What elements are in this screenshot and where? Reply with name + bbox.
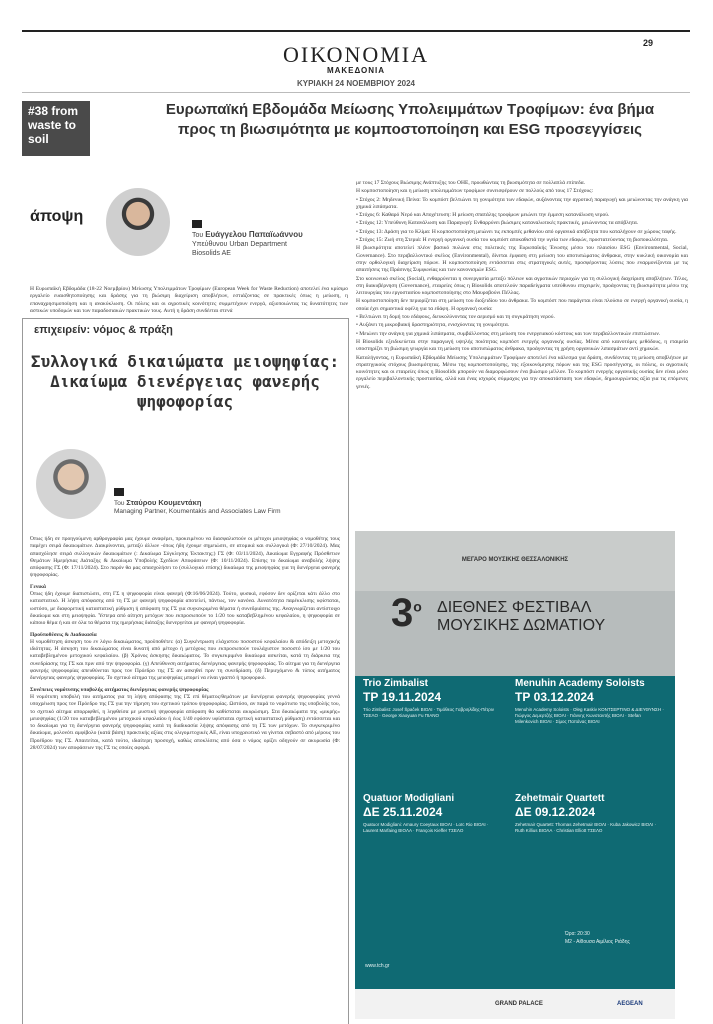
concert-venue: Μ2 - Αίθουσα Αιμίλιος Ριάδης: [565, 939, 630, 945]
paragraph: Η κομποστοποίηση και η μείωση υπολειμμάτων τροφίμων συνεισφέρουν σε πολλούς από τους 17 Στόχους:: [356, 188, 593, 195]
m-logo-icon: [114, 488, 124, 496]
lead-right-column: [356, 180, 688, 520]
concert-date: ΤΡ 03.12.2024: [515, 690, 594, 704]
concert-card: [363, 793, 503, 834]
paragraph: • Μειώνει την ανάγκη για χημικά λιπάσματα, συμβάλλοντας στη μείωση του ενεργειακού κόστους και των περιβαλλοντικών επιπτώσεων.: [356, 330, 661, 337]
concert-lineup: Trio Zimbalist: Josef Špaček ΒΙΟΛΙ · Τιμόθεος Γαβριηλίδης-Πέτριν ΤΣΕΛΟ · George Xiaoyuan Fu ΠΙΑΝΟ: [363, 707, 495, 718]
paragraph: • Στόχος 15: Ζωή στη Στεριά: Η ενεργή οργανική ουσία του κομπόστ αποκαθιστά την υγεία των εδαφών, προστατεύοντας τη βιοποικιλότητα.: [356, 237, 669, 244]
author-photo: [106, 188, 170, 256]
section-heading: Γενικά: [30, 583, 46, 590]
concerts-band: [355, 676, 675, 1019]
paragraph: • Στόχος 12: Υπεύθυνη Κατανάλωση και Παραγωγή: Ενθαρρύνει βιώσιμες καταναλωτικές πρακτικές, μειώνοντας τα απόβλητα.: [356, 220, 639, 227]
legal-intro: Όπως ήδη σε προηγούμενη αρθρογραφία μας έχουμε αναφέρει, προκειμένου να διασφαλιστούν οι μέτοχοι μειοψηφίας ο νομοθέτης τους παρέχει σειρά δικαιωμάτων. Διακρίνονται, μεταξύ άλλων -όπως ήδη έχουμε σημειώσει, σε ατομικά και συλλογικά (Φ: 27/10/2024). Μας απασχόλησε σειρά συλλογικών δικαιωμάτων (: Δικαίωμα Σύγκλησης Έκτακτης;) ΓΣ (Φ: 03/11/2024), Δικαίωμα Εγγραφής Πρόσθετων Θεμάτων Ημερήσιας Διάταξης & Δικαίωμα Υποβολής Σχεδίων Αποφάσεων (Φ: 10/11/2024). Επίσης το δικαίωμα αναβολής λήψης απόφασης ΓΣ (Φ: 17/11/2024). Στο παρόν θα μας απασχολήσει το (συλλογικό επίσης) δικαίωμα της μειοψηφίας για τη διενέργεια φανερής ψηφοφορίας.: [30, 536, 340, 579]
concert-lineup: Zehetmair Quartett: Thomas Zehetmair ΒΙΟΛΙ · Kuba Jakowicz ΒΙΟΛΙ · Ruth Killius ΒΙΟΛΑ · Christian Elliott ΤΣΕΛΟ: [515, 822, 657, 833]
paragraph: • Βελτιώνει τη δομή του εδάφους, διευκολύνοντας τον αερισμό και τη συγκράτηση νερού.: [356, 314, 555, 321]
author-role: Υπεύθυνου Urban Department: [192, 241, 287, 248]
concert-time: Ώρα: 20:30: [565, 931, 590, 937]
concert-card: [363, 678, 503, 719]
series-tag: #38 from waste to soil: [22, 101, 90, 156]
festival-number: [391, 591, 422, 636]
section-text: Η νομοθέτηση άσκηση του εν λόγω δικαιώματος, προϋποθέτει: (α) Συγκέντρωση ελάχιστου ποσοστού κεφαλαίου & απόδειξη μετοχικής ιδιότητας. Η άσκηση του δικαιώματος είναι δυνατή από μέτοχο ή μετόχους που εκπροσωπούν τουλάχιστον ποσοστό ίσο με 1/20 του καταβεβλημένου μετοχικού κεφαλαίου. (β) Χρόνος άσκησης δικαιώματος. Το συγκεκριμένο δικαίωμα ασκείται, κατά τη διάρκεια της συνεδρίασης της ΓΣ και πριν από την ψηφοφορία. (γ) Απεύθυνση αιτήματος διενέργειας φανερής ψηφοφορίας. Το αίτημα για τη διενέργεια φανερής ψηφοφορίας απευθύνεται προς τον Πρόεδρο της ΓΣ αν ασκηθεί πριν τη συνεδρίαση. (δ) Περιεχόμενο & τύπος αιτήματος διενέργειας φανερής ψηφοφορίας. Το σχετικό αίτημα της μειοψηφίας μπορεί να είναι γραπτό ή προφορικό.: [30, 638, 340, 682]
section-title: ΟΙΚΟΝΟΜΙΑ: [282, 42, 430, 67]
section-heading: Προϋποθέσεις & Διαδικασία: [30, 631, 97, 638]
concert-lineup: Quatuor Modigliani: Amaury Coeytaux ΒΙΟΛΙ · Loïc Rio ΒΙΟΛΙ · Laurent Marfaing ΒΙΟΛΑ · François Kieffer ΤΣΕΛΟ: [363, 822, 489, 833]
concert-name: Quatuor Modigliani: [363, 793, 455, 804]
concert-date: ΤΡ 19.11.2024: [363, 690, 442, 704]
opinion-logo: άποψη: [30, 208, 84, 225]
paragraph: Στο κοινωνικό σκέλος (Social), ενθαρρύνεται η συνεργασία μεταξύ πόλεων και αγροτικών περιοχών για τη συλλογική διαχείριση αποβλήτων. Τέλος, στη διακυβέρνηση (Governance), εταιρείες όπως η Biosolids αποτελούν παραδείγματα υπεύθυνου επιχειρείν, προάγοντας τη βιωσιμότητα μέσω της λειτουργίας του εργοστασίου κομποστοποίησης στο Μαυροβούνι Πέλλας.: [356, 275, 688, 297]
concert-name: Zehetmair Quartett: [515, 793, 605, 804]
festival-title-line2: ΜΟΥΣΙΚΗΣ ΔΩΜΑΤΙΟΥ: [437, 617, 606, 634]
lead-intro: [30, 286, 348, 316]
paragraph: • Στόχος 13: Δράση για το Κλίμα: Η κομποστοποίηση μειώνει τις εκπομπές μεθανίου από οργανικά απόβλητα που καταλήγουν σε χώρους ταφής.: [356, 228, 677, 235]
masthead: [22, 30, 690, 75]
author-prefix: Του: [192, 232, 204, 239]
m-logo-icon: [192, 220, 202, 228]
paragraph: • Στόχος 2: Μηδενική Πείνα: Το κομπόστ βελτιώνει τη γονιμότητα των εδαφών, αυξάνοντας την αγροτική παραγωγή και μειώνοντας την ανάγκη για χημικά λιπάσματα.: [356, 196, 688, 210]
legal-headline: Συλλογικά δικαιώματα μειοψηφίας: Δικαίωμα διενέργειας φανερής ψηφοφορίας: [30, 352, 340, 411]
author-byline: [192, 230, 303, 258]
festival-title-line1: ΔΙΕΘΝΕΣ ΦΕΣΤΙΒΑΛ: [437, 599, 592, 616]
author-company: Biosolids AE: [192, 250, 231, 257]
issue-date: ΚΥΡΙΑΚΗ 24 ΝΟΕΜΒΡΙΟΥ 2024: [296, 79, 416, 88]
sponsor-logo: GRAND PALACE: [495, 1001, 543, 1007]
author-name: Ευάγγελου Παπαϊωάννου: [205, 230, 303, 239]
concert-card: [515, 678, 665, 725]
sponsor-logo: AEGEAN: [617, 1001, 643, 1007]
paragraph: Η κομποστοποίηση δεν περιορίζεται στη μείωση του διοξειδίου του άνθρακα. Το κομπόστ που παράγεται είναι πλούσιο σε ενεργή οργανική ουσία, η οποία έχει σημαντικά οφέλη για τα εδάφη. Η οργανική ουσία:: [356, 298, 688, 312]
legal-body: [30, 536, 340, 1018]
page-number: 29: [643, 38, 654, 48]
paragraph: Καταλήγοντας, η Ευρωπαϊκή Εβδομάδα Μείωσης Υπολειμμάτων Τροφίμων αποτελεί ένα κάλεσμα για δράση, συνδέοντας τη μείωση αποβλήτων με στρατηγικούς στόχους βιωσιμότητας. Μέσω της κομποστοποίησης, της εξοικονόμησης πόρων και της ESG προσέγγισης, οι πόλεις, οι αγροτικές κοινότητες και οι εταιρείες όπως η Biosolids μπορούν να διαμορφώσουν ένα βιώσιμο μέλλον. Το κομπόστ ενεργής οργανικής ουσίας δεν είναι μόνο εργαλείο περιβαλλοντικής προστασίας, αλλά και ένας ισχυρός σύμμαχος για την αποκατάσταση των εδαφών, δημιουργώντας αξία για τις επόμενες γενιές.: [356, 354, 688, 390]
column-label: επιχειρείν: νόμος & πράξη: [34, 324, 173, 336]
author-role: Managing Partner, Koumentakis and Associates Law Firm: [114, 508, 281, 515]
author-byline: [114, 499, 324, 516]
lead-intro-text: Η Ευρωπαϊκή Εβδομάδα (18-22 Νοεμβρίου) Μείωσης Υπολειμμάτων Τροφίμων (European Week for Waste Reduction) αποτελεί ένα κρίσιμο εργαλείο ευαισθητοποίησης και δράσης για τη βιώσιμη διαχείριση αποβλήτων, εστιάζοντας σε πρακτικές όπως η μείωση, η επαναχρησιμοποίηση και η ανακύκλωση. Οι πόλεις και οι αγροτικές κοινότητες συμμετέχουν ενεργά, αξιοποιώντας τις δυνατότητες των αστικών υποδομών και των παραδοσιακών πρακτικών τους. Αυτή η δράση συνδέεται στενά: [30, 286, 348, 314]
concert-date: ΔΕ 25.11.2024: [363, 805, 443, 819]
paragraph: Η Biosolids εξειδικεύεται στην παραγωγή υψηλής ποιότητας κομπόστ ενεργής οργανικής ουσίας. Μέσα από καινοτόμες μεθόδους, η εταιρεία υποστηρίζει τη βιώσιμη γεωργία και τη μείωση του αποτυπώματος άνθρακα, προάγοντας τη χρήση οργανικών λιπασμάτων αντί χημικών.: [356, 338, 688, 353]
section-heading: Συνέπειες νομότυπης υποβολής αιτήματος διενέργειας φανερής ψηφοφορίας: [30, 686, 209, 693]
paragraph: • Στόχος 6: Καθαρό Νερό και Αποχέτευση: Η μείωση σπατάλης τροφίμων μειώνει την έμμεση κατανάλωση νερού.: [356, 212, 610, 219]
divider: [22, 92, 690, 93]
concert-name: Menuhin Academy Soloists: [515, 678, 645, 689]
concert-date: ΔΕ 09.12.2024: [515, 805, 596, 819]
concert-card: [515, 793, 665, 834]
author-photo: [36, 449, 106, 519]
paragraph: Η βιωσιμότητα αποτελεί πλέον βασικό πυλώνα στις πολιτικές της Ευρωπαϊκής Ένωσης μέσω του πλαισίου ESG (Environmental, Social, Governance). Στο περιβαλλοντικό σκέλος (Environmental), δίνεται έμφαση στη μείωση του αποτυπώματος άνθρακα, στην κυκλική οικονομία και στην ορθολογική διαχείριση πόρων. Η κομποστοποίηση εντάσσεται στις στρατηγικές αυτές, προσφέροντας λύσεις που εναρμονίζονται με τις απαιτήσεις της Πράσινης Συμφωνίας και των κανονισμών ESG.: [356, 245, 688, 274]
lead-headline: Ευρωπαϊκή Εβδομάδα Μείωσης Υπολειμμάτων Τροφίμων: ένα βήμα προς τη βιωσιμότητα με κομποστοποίηση και ESG προσεγγίσεις: [165, 101, 655, 138]
festival-number-suffix: ο: [413, 598, 422, 615]
section-text: Η νομότυπη υποβολή του αιτήματος για τη λήψη απόφασης της ΓΣ επί θέματος/θεμάτων με διενέργεια φανερής ψηφοφορίας γεννά υποχρέωση προς τον Πρόεδρο της ΓΣ για την τήρηση του σχετικού τρόπου ψηφοφορίας. Ωστόσο, αν παρά το νομότυπο της υποβολής του, το σχετικό αίτημα απορριφθεί, η ληφθείσα με μυστική ψηφοφορία απόφαση θα καθίσταται ακυρώσιμη. Στα δικαιώματα της «μικρής» μειοψηφίας (1/20 του καταβεβλημένου μετοχικού κεφαλαίου ή έως 1/40 εφόσον υφίσταται σχετική καταστατική ρύθμιση) εντάσσεται και το δικαίωμα για τη διενέργεια φανερής ψηφοφορίας κατά τη διαδικασία λήψης απόφασης από τη ΓΣ των μετόχων. Το συγκεκριμένο δικαίωμα, μολονότι αμφίβολο (κατά βάση) πρακτικής αξίας στις ολιγομετοχικές ΑΕ, είναι υποχρεωτικό να γίνεται σεβαστό από μέρους του Προέδρου της ΓΣ. Απαιτείται, κατά τούτο, ιδιαίτερη προσοχή, καθώς αποκλίσεις από όσα ο νόμος ορίζει οδηγούν σε ακυρωσία (Φ: 28/07/2024) των αποφάσεων της ΓΣ τις οποίες αφορά.: [30, 693, 340, 752]
newspaper-name: ΜΑΚΕΔΟΝΙΑ: [326, 66, 386, 75]
hall-name: ΜΕΓΑΡΟ ΜΟΥΣΙΚΗΣ ΘΕΣΣΑΛΟΝΙΚΗΣ: [461, 557, 569, 563]
concert-name: Trio Zimbalist: [363, 678, 429, 689]
section-text: Όπως ήδη έχουμε διαπιστώσει, στη ΓΣ η ψηφοφορία είναι φανερή (Φ:16/06/2024). Τούτο, φυσικά, εφόσον δεν ορίζεται κάτι άλλο στο καταστατικό. Η λήψη απόφασης από τη ΓΣ με φανερή ψηφοφορία αποτελεί, πάντως, τον κανόνα. Δυνατότητα παρέκκλισης υφίσταται, ωστόσο, με διαφορετική καταστατική ρύθμιση ή απόφαση της ΓΣ για συγκεκριμένα θέματα ή συνεδριάσεις της. Αναγνωρίζεται αντίστοιχο δικαίωμα και στη μειοψηφία. Ύστερα από αίτηση μετόχων που εκπροσωπούν το 1/20 του καταβεβλημένου κεφαλαίου, η ψηφοφορία σε κάποιο θέμα ή και σε όλα τα θέματα της ημερήσιας διάταξης διενεργείται με φανερή ψηφοφορία.: [30, 591, 340, 627]
concert-lineup: Menuhin Academy Soloists · Oleg Kaskiv ΚΟΝΤΣΕΡΤΙΝΟ & ΔΙΕΥΘΥΝΣΗ · Γιώργος Δεμερτζής ΒΙΟΛΙ · Γιάννης Κωνσταντής ΒΙΟΛΙ · Stefan Milenkovich ΒΙΟΛΙ · Σίμος Παπάνας ΒΙΟΛΙ: [515, 707, 664, 724]
festival-number-value: 3: [391, 591, 414, 635]
paragraph: με τους 17 Στόχους Βιώσιμης Ανάπτυξης του ΟΗΕ, προωθώντας τη βιωσιμότητα σε πολλαπλά επίπεδα.: [356, 180, 586, 186]
festival-title: [437, 599, 605, 635]
website-link[interactable]: www.tch.gr: [365, 963, 390, 969]
author-name: Σταύρου Κουμεντάκη: [126, 498, 202, 507]
author-prefix: Του: [114, 500, 125, 507]
paragraph: • Αυξάνει τη μικροβιακή δραστηριότητα, ενισχύοντας τη γονιμότητα.: [356, 322, 510, 329]
festival-poster: [355, 531, 675, 1019]
